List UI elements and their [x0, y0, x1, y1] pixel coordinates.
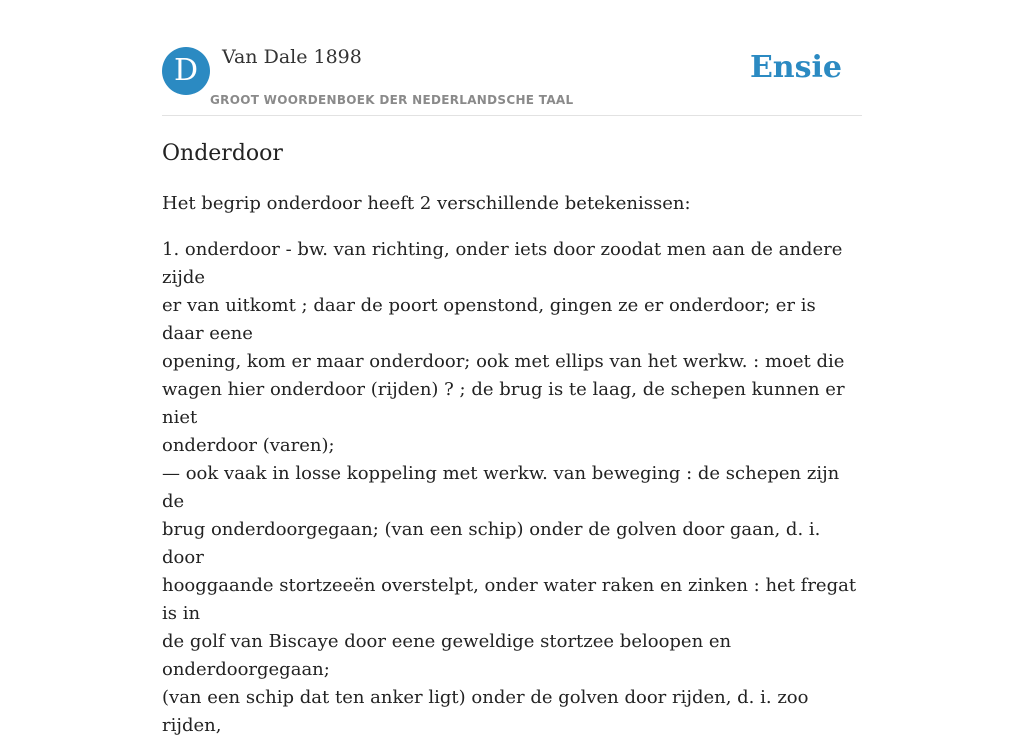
- definition-line: opening, kom er maar onderdoor; ook met ellips van het werkw. : moet die: [162, 351, 845, 372]
- brand-logo[interactable]: Ensie: [749, 50, 842, 85]
- entry-content: [162, 138, 862, 740]
- definition-line: 1. onderdoor - bw. van richting, onder iets door zoodat men aan de andere zijde: [162, 239, 843, 288]
- header: [162, 46, 862, 116]
- definition-text: [162, 236, 862, 740]
- header-divider: [162, 115, 862, 116]
- definition-line: wagen hier onderdoor (rijden) ? ; de brug is te laag, de schepen kunnen er niet: [162, 379, 845, 428]
- headword-title: Onderdoor: [162, 141, 283, 166]
- source-title[interactable]: Van Dale 1898: [222, 46, 362, 68]
- definition-line: hooggaande stortzeeën overstelpt, onder water raken en zinken : het fregat is in: [162, 575, 857, 624]
- definition-line: — ook vaak in losse koppeling met werkw. van beweging : de schepen zijn de: [162, 463, 840, 512]
- definition-line: (van een schip dat ten anker ligt) onder de golven door rijden, d. i. zoo rijden,: [162, 687, 809, 736]
- entry-intro: Het begrip onderdoor heeft 2 verschillende betekenissen:: [162, 193, 691, 214]
- definition-line: brug onderdoorgegaan; (van een schip) onder de golven door gaan, d. i. door: [162, 519, 821, 568]
- definition-line: onderdoor (varen);: [162, 435, 335, 456]
- source-subtitle: GROOT WOORDENBOEK DER NEDERLANDSCHE TAAL: [210, 93, 574, 107]
- definition-line: de golf van Biscaye door eene geweldige stortzee beloopen en onderdoorgegaan;: [162, 631, 732, 680]
- definition-line: er van uitkomt ; daar de poort openstond, gingen ze er onderdoor; er is daar eene: [162, 295, 816, 344]
- source-logo-icon[interactable]: D: [162, 47, 210, 95]
